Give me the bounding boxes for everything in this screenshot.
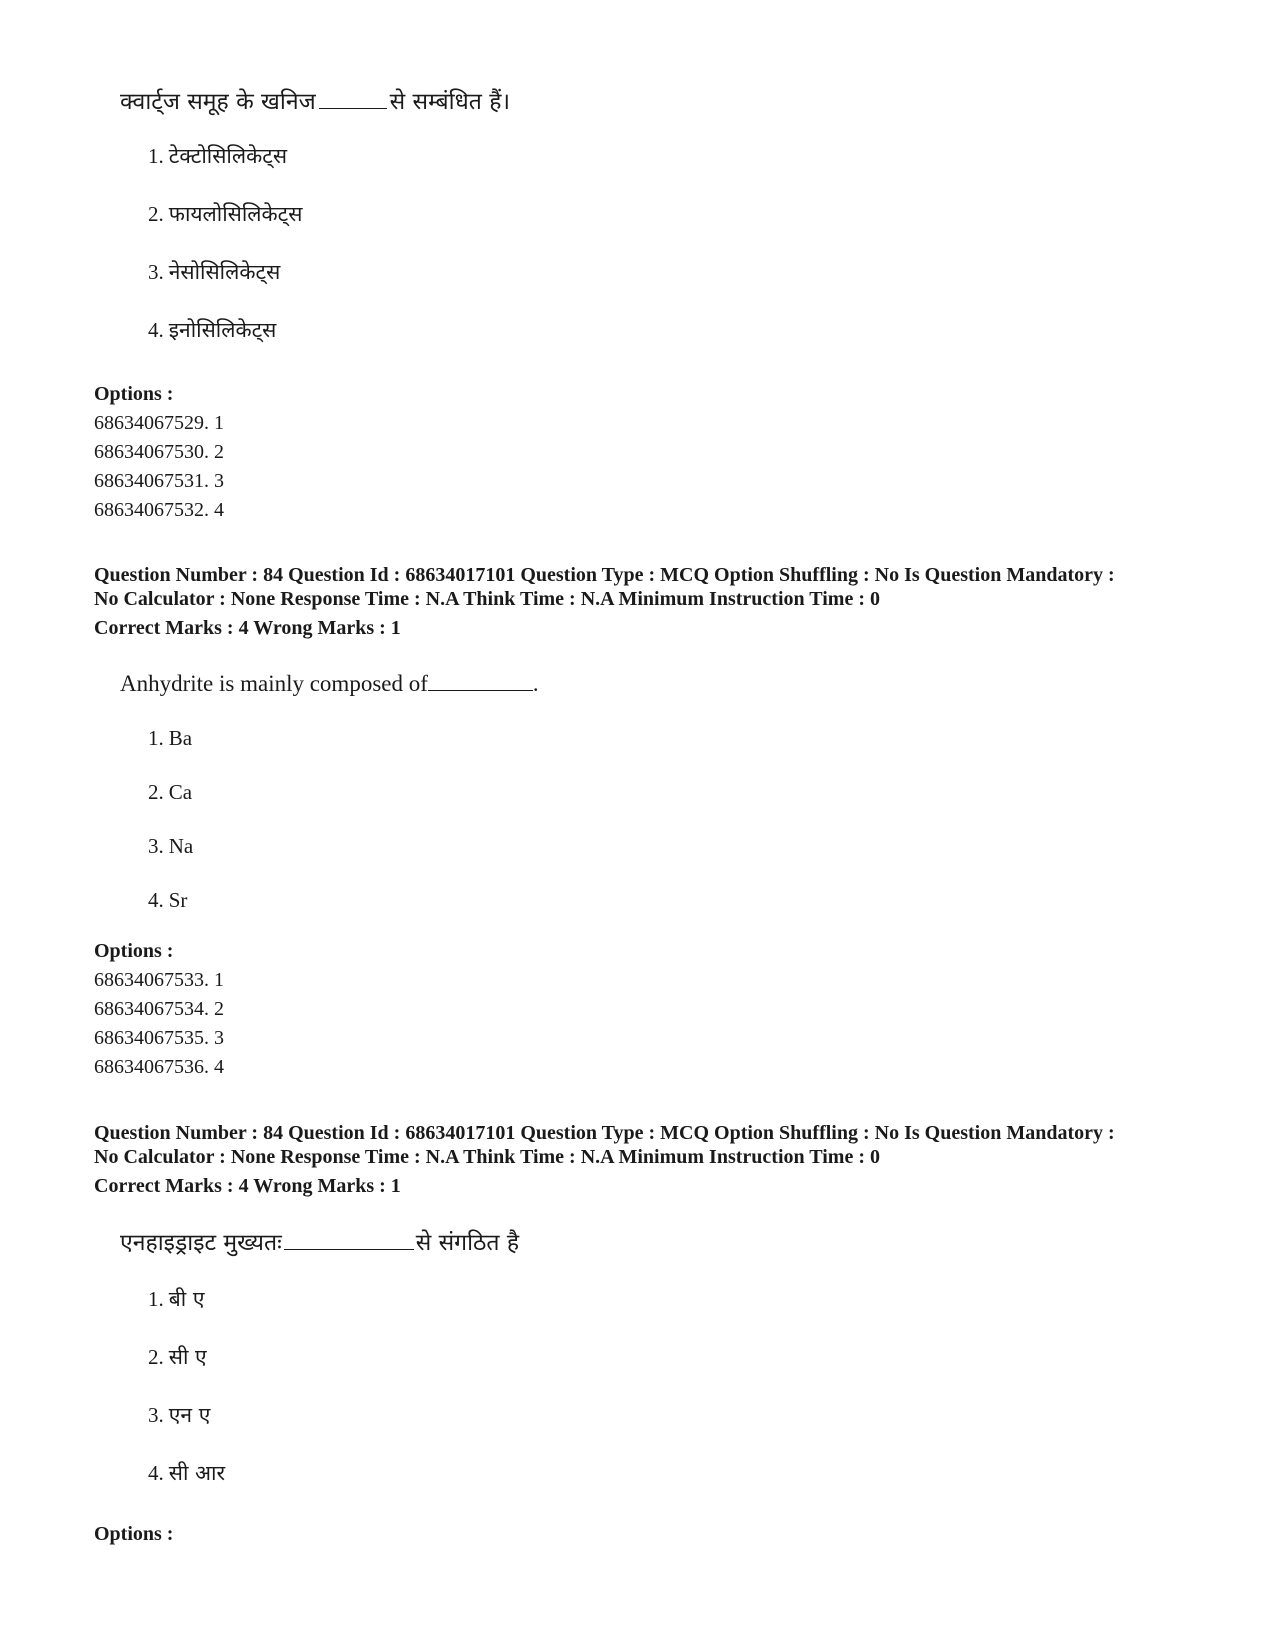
option-id-line: 68634067529. 1: [94, 412, 224, 434]
options-label: Options :: [94, 383, 174, 405]
option-id-line: 68634067530. 2: [94, 441, 224, 463]
choice-item: 1. बी ए: [148, 1287, 205, 1311]
options-label: Options :: [94, 940, 174, 962]
choice-item: 3. नेसोसिलिकेट्स: [148, 260, 281, 284]
options-label: Options :: [94, 1523, 174, 1545]
choice-item: 1. Ba: [148, 726, 193, 750]
choice-item: 3. एन ए: [148, 1403, 211, 1427]
choice-item: 3. Na: [148, 834, 194, 858]
choice-item: 4. सी आर: [148, 1461, 226, 1485]
question-meta-line: No Calculator : None Response Time : N.A Think Time : N.A Minimum Instruction Time : 0: [94, 588, 880, 610]
marks-line: Correct Marks : 4 Wrong Marks : 1: [94, 1175, 401, 1197]
option-id-line: 68634067534. 2: [94, 998, 224, 1020]
marks-line: Correct Marks : 4 Wrong Marks : 1: [94, 617, 401, 639]
choice-item: 4. Sr: [148, 888, 188, 912]
choice-item: 2. सी ए: [148, 1345, 207, 1369]
option-id-line: 68634067532. 4: [94, 499, 224, 521]
question-text: एनहाइड्राइट मुख्यतः से संगठित है: [120, 1227, 519, 1258]
question-meta-line: Question Number : 84 Question Id : 68634017101 Question Type : MCQ Option Shuffling : No Is Question Mandatory :: [94, 564, 1115, 586]
answer-blank: [319, 86, 387, 109]
option-id-line: 68634067535. 3: [94, 1027, 224, 1049]
option-id-line: 68634067531. 3: [94, 470, 224, 492]
question-text: Anhydrite is mainly composed of .: [120, 668, 539, 699]
option-id-line: 68634067536. 4: [94, 1056, 224, 1078]
question-meta-line: Question Number : 84 Question Id : 68634017101 Question Type : MCQ Option Shuffling : No Is Question Mandatory :: [94, 1122, 1115, 1144]
question-meta-line: No Calculator : None Response Time : N.A Think Time : N.A Minimum Instruction Time : 0: [94, 1146, 880, 1168]
option-id-line: 68634067533. 1: [94, 969, 224, 991]
answer-blank: [428, 668, 533, 691]
choice-item: 2. Ca: [148, 780, 193, 804]
question-text: क्वार्ट्ज समूह के खनिज से सम्बंधित हैं।: [120, 86, 510, 117]
answer-blank: [284, 1227, 414, 1250]
choice-item: 4. इनोसिलिकेट्स: [148, 318, 277, 342]
choice-item: 2. फायलोसिलिकेट्स: [148, 202, 303, 226]
choice-item: 1. टेक्टोसिलिकेट्स: [148, 144, 288, 168]
